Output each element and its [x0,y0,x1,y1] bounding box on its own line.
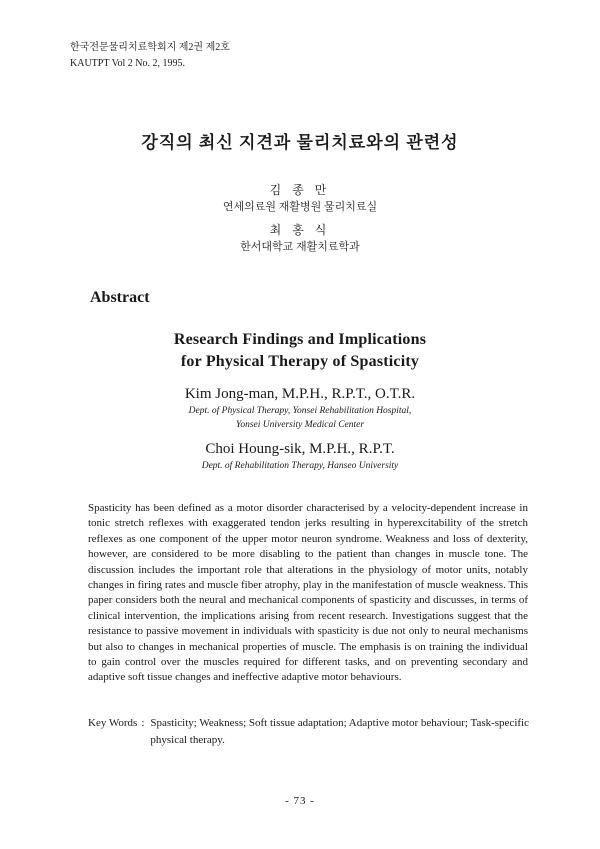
english-author2-name: Choi Houng-sik, M.P.H., R.P.T. [205,441,395,457]
english-author1-dept-line2: Yonsei University Medical Center [235,420,365,430]
english-authors [0,384,600,473]
journal-line-korean: 한국전문물리치료학회지 제2권 제2호 [70,42,230,53]
english-title-line2: for Physical Therapy of Spasticity [180,353,420,370]
keywords-value: Spasticity; Weakness; Soft tissue adaptation; Adaptive motor behaviour; Task-specific physical therapy. [150,717,529,746]
english-author1-dept-line1: Dept. of Physical Therapy, Yonsei Rehabilitation Hospital, [188,406,412,416]
english-author2-dept: Dept. of Rehabilitation Therapy, Hanseo University [201,461,399,471]
english-title [0,329,600,373]
keywords-separator: : [141,717,145,729]
journal-header [70,40,230,72]
korean-author1-name: 김 종 만 [269,183,331,197]
keywords-label: Key Words [88,717,138,729]
korean-author2-name: 최 홍 식 [269,223,331,237]
korean-authors [0,182,600,256]
korean-author1-affiliation: 연세의료원 재활병원 물리치료실 [222,201,378,213]
abstract-body: Spasticity has been defined as a motor disorder characterised by a velocity-dependent increase in tonic stretch reflexes with exaggerated tendon jerks resulting in hyperexcitability of the stretch reflexes as one component of the upper motor neuron syndrome. Weakness and loss of dexterity, however, are considered to be more disabling to the patient than changes in muscle tone. The discussion includes the important role that alterations in the physiology of motor units, notably changes in firing rates and muscle fiber atrophy, play in the manifestation of muscle weakness. This paper considers both the neural and mechanical components of spasticity and discusses, in terms of clinical intervention, the implications arising from recent research. Investigations suggest that the resistance to passive movement in individuals with spasticity is due not only to neural mechanisms but also to changes in mechanical properties of muscle. The emphasis is on training the individual to gain control over the muscles required for different tasks, and on preventing secondary and adaptive soft tissue changes and ineffective adaptive motor behaviours. [88,502,528,684]
keywords [88,715,548,749]
page-number: - 73 - [285,795,315,807]
english-title-line1: Research Findings and Implications [173,331,427,348]
journal-line-english: KAUTPT Vol 2 No. 2, 1995. [70,58,186,69]
korean-author2-affiliation: 한서대학교 재활치료학과 [240,241,360,253]
english-author1-name: Kim Jong-man, M.P.H., R.P.T., O.T.R. [184,386,416,402]
abstract-heading: Abstract [90,289,150,306]
korean-title: 강직의 최신 지견과 물리치료와의 관련성 [141,133,459,152]
